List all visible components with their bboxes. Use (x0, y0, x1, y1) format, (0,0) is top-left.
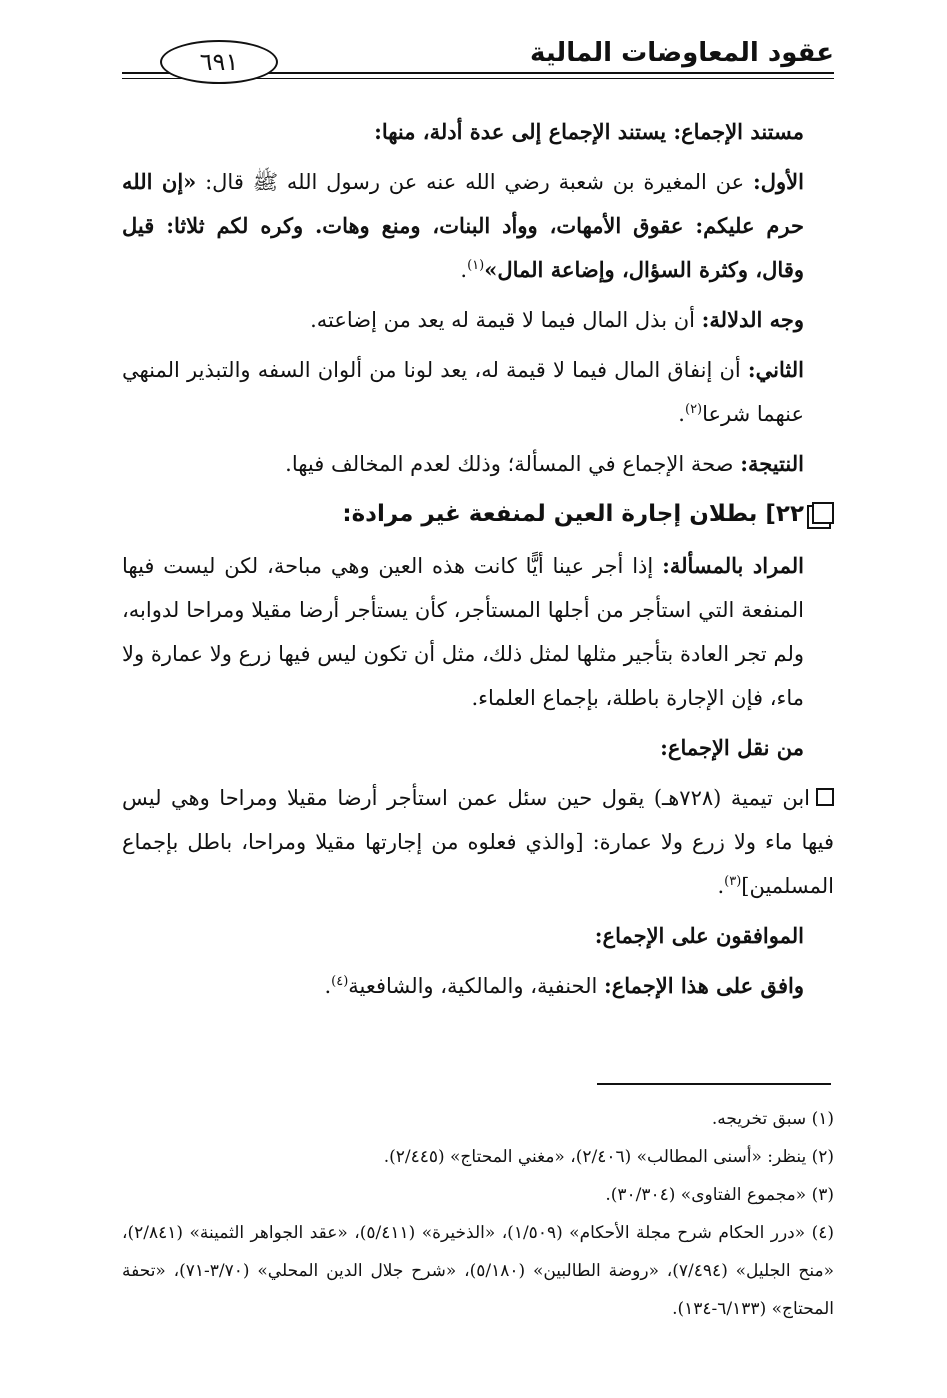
paragraph (122, 110, 834, 154)
footnote: (٣) «مجموع الفتاوى» (٣٠/٣٠٤). (605, 1185, 834, 1205)
paragraph (122, 348, 834, 436)
square-bullet-icon (816, 788, 834, 806)
paragraph-label: وافق على هذا الإجماع: (604, 973, 804, 998)
section-number: ٢٢] (765, 501, 804, 527)
paragraph-label: الأول: (753, 169, 804, 194)
footnote: (١) سبق تخريجه. (711, 1109, 834, 1129)
footnote-ref[interactable]: (٣) (724, 874, 742, 889)
footnote: (٤) «درر الحكام شرح مجلة الأحكام» (١/٥٠٩)، «الذخيرة» (٥/٤١١)، «عقد الجواهر الثمينة» (٢/٨٤١)، «منح الجليل» (٧/٤٩٤)، «روضة الطالبين» (٥/١٨٠)، «شرح جلال الدين المحلي» (٣/٧٠-٧١)، «تحفة المحتاج» (٦/١٣٣-١٣٤). (122, 1223, 835, 1319)
paragraph-heading: الموافقون على الإجماع: (594, 923, 804, 948)
paragraph-heading: مستند الإجماع: يستند الإجماع إلى عدة أدلة، منها: (374, 119, 804, 144)
paragraph-heading: من نقل الإجماع: (660, 735, 804, 760)
footnotes (122, 1100, 834, 1328)
hadith-quote: «إن الله حرم عليكم: عقوق الأمهات، ووأد البنات، ومنع وهات. وكره لكم ثلاثا: قيل وقال، وكثرة السؤال، وإضاعة المال» (122, 169, 804, 282)
document-icon (812, 502, 834, 524)
paragraph (122, 160, 834, 292)
paragraph (122, 442, 834, 486)
punctuation: . (717, 874, 725, 898)
paragraph-label: الثاني: (747, 357, 804, 382)
section-heading (122, 492, 834, 536)
book-title: عقود المعاوضات المالية (530, 38, 834, 68)
paragraph-text: ابن تيمية (٧٢٨هـ) يقول حين سئل عمن استأجر أرضا مقيلا ومراحا وهي ليس فيها ماء ولا زرع ولا عمارة: [والذي فعلوه من إجارتها مقيلا ومراحا، باطل بإجماع المسلمين] (122, 786, 834, 898)
punctuation: . (460, 258, 468, 282)
paragraph (122, 914, 834, 958)
paragraph (122, 726, 834, 770)
footnote-ref[interactable]: (١) (467, 258, 485, 273)
footnote: (٢) ينظر: «أسنى المطالب» (٢/٤٠٦)، «مغني المحتاج» (٢/٤٤٥). (383, 1147, 834, 1167)
paragraph (122, 776, 834, 908)
paragraph-label: النتيجة: (740, 451, 804, 476)
paragraph (122, 298, 834, 342)
paragraph-text: عن المغيرة بن شعبة رضي الله عنه عن رسول الله ﷺ قال: (196, 170, 754, 194)
paragraph (122, 964, 834, 1008)
footnote-ref[interactable]: (٤) (331, 974, 349, 989)
paragraph-text: صحة الإجماع في المسألة؛ وذلك لعدم المخالف فيها. (285, 452, 741, 476)
punctuation: . (324, 974, 332, 998)
paragraph-text: إذا أجر عينا أيًّا كانت هذه العين وهي مباحة، لكن ليست فيها المنفعة التي استأجر من أجلها المستأجر، كأن يستأجر أرضا مقيلا ومراحا لدوابه، ولم تجر العادة بتأجير مثلها لمثل ذلك، مثل أن تكون ليس فيها زرع ولا عمارة ولا ماء، فإن الإجارة باطلة، بإجماع العلماء. (122, 554, 804, 710)
paragraph-text: الحنفية، والمالكية، والشافعية (348, 974, 604, 998)
footnote-separator (597, 1083, 831, 1085)
section-title: بطلان إجارة العين لمنفعة غير مرادة: (342, 501, 766, 527)
paragraph-text: أن بذل المال فيما لا قيمة له يعد من إضاعته. (310, 308, 702, 332)
page-number: ٦٩١ (160, 40, 278, 84)
paragraph-label: المراد بالمسألة: (662, 553, 805, 578)
paragraph (122, 544, 834, 720)
paragraph-label: وجه الدلالة: (701, 307, 804, 332)
main-text (122, 110, 834, 1014)
footnote-ref[interactable]: (٢) (684, 402, 703, 417)
punctuation: . (678, 402, 685, 426)
page-header (122, 30, 834, 80)
paragraph-text: أن إنفاق المال فيما لا قيمة له، يعد لونا من ألوان السفه والتبذير المنهي عنهما شرعا (122, 358, 804, 426)
